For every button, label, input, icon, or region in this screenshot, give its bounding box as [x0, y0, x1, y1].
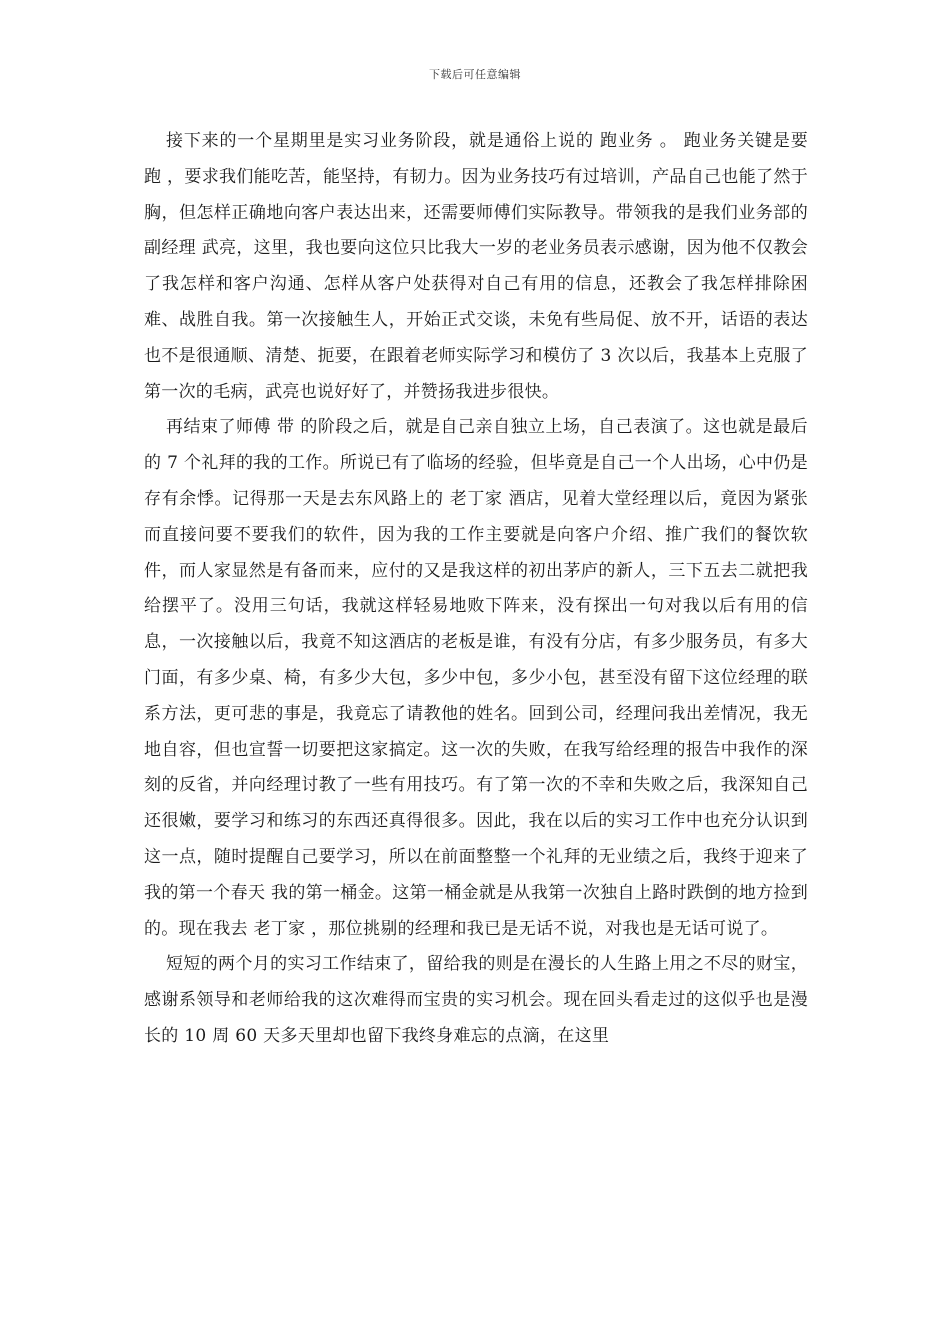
paragraph-2: 再结束了师傅 带 的阶段之后，就是自己亲自独立上场，自己表演了。这也就是最后的 7 个礼拜的我的工作。所说已有了临场的经验，但毕竟是自己一个人出场，心中仍是存有余悸。记得那一天是去东风路上的 老丁家 酒店，见着大堂经理以后，竟因为紧张而直接问要不要我们的软件，因为我的工作主要就是向客户介绍、推广我们的餐饮软件，而人家显然是有备而来，应付的又是我这样的初出茅庐的新人，三下五去二就把我给摆平了。没用三句话，我就这样轻易地败下阵来，没有探出一句对我以后有用的信息，一次接触以后，我竟不知这酒店的老板是谁，有没有分店，有多少服务员，有多大门面，有多少桌、椅，有多少大包，多少中包，多少小包，甚至没有留下这位经理的联系方法，更可悲的事是，我竟忘了请教他的姓名。回到公司，经理问我出差情况，我无地自容，但也宣誓一切要把这家搞定。这一次的失败，在我写给经理的报告中我作的深刻的反省，并向经理讨教了一些有用技巧。有了第一次的不幸和失败之后，我深知自己还很嫩，要学习和练习的东西还真得很多。因此，我在以后的实习工作中也充分认识到这一点，随时提醒自己要学习，所以在前面整整一个礼拜的无业绩之后，我终于迎来了我的第一个春天 我的第一桶金。这第一桶金就是从我第一次独自上路时跌倒的地方捡到的。现在我去 老丁家 ，那位挑剔的经理和我已是无话不说，对我也是无话可说了。: [144, 417, 808, 939]
body-text: [144, 124, 808, 1055]
paragraph-1: 接下来的一个星期里是实习业务阶段，就是通俗上说的 跑业务 。 跑业务关键是要 跑 ，要求我们能吃苦，能坚持，有韧力。因为业务技巧有过培训，产品自己也能了然于胸，但怎样正确地向客户表达出来，还需要师傅们实际教导。带领我的是我们业务部的副经理 武亮，这里，我也要向这位只比我大一岁的老业务员表示感谢，因为他不仅教会了我怎样和客户沟通、怎样从客户处获得对自己有用的信息，还教会了我怎样排除困难、战胜自我。第一次接触生人，开始正式交谈，未免有些局促、放不开，话语的表达也不是很通顺、清楚、扼要，在跟着老师实际学习和模仿了 3 次以后，我基本上克服了第一次的毛病，武亮也说好好了，并赞扬我进步很快。: [144, 131, 808, 402]
paragraph-3: 短短的两个月的实习工作结束了，留给我的则是在漫长的人生路上用之不尽的财宝，感谢系领导和老师给我的这次难得而宝贵的实习机会。现在回头看走过的这似乎也是漫长的 10 周 60 天多天里却也留下我终身难忘的点滴，在这里: [144, 954, 808, 1046]
page-header: 下载后可任意编辑: [429, 68, 521, 81]
